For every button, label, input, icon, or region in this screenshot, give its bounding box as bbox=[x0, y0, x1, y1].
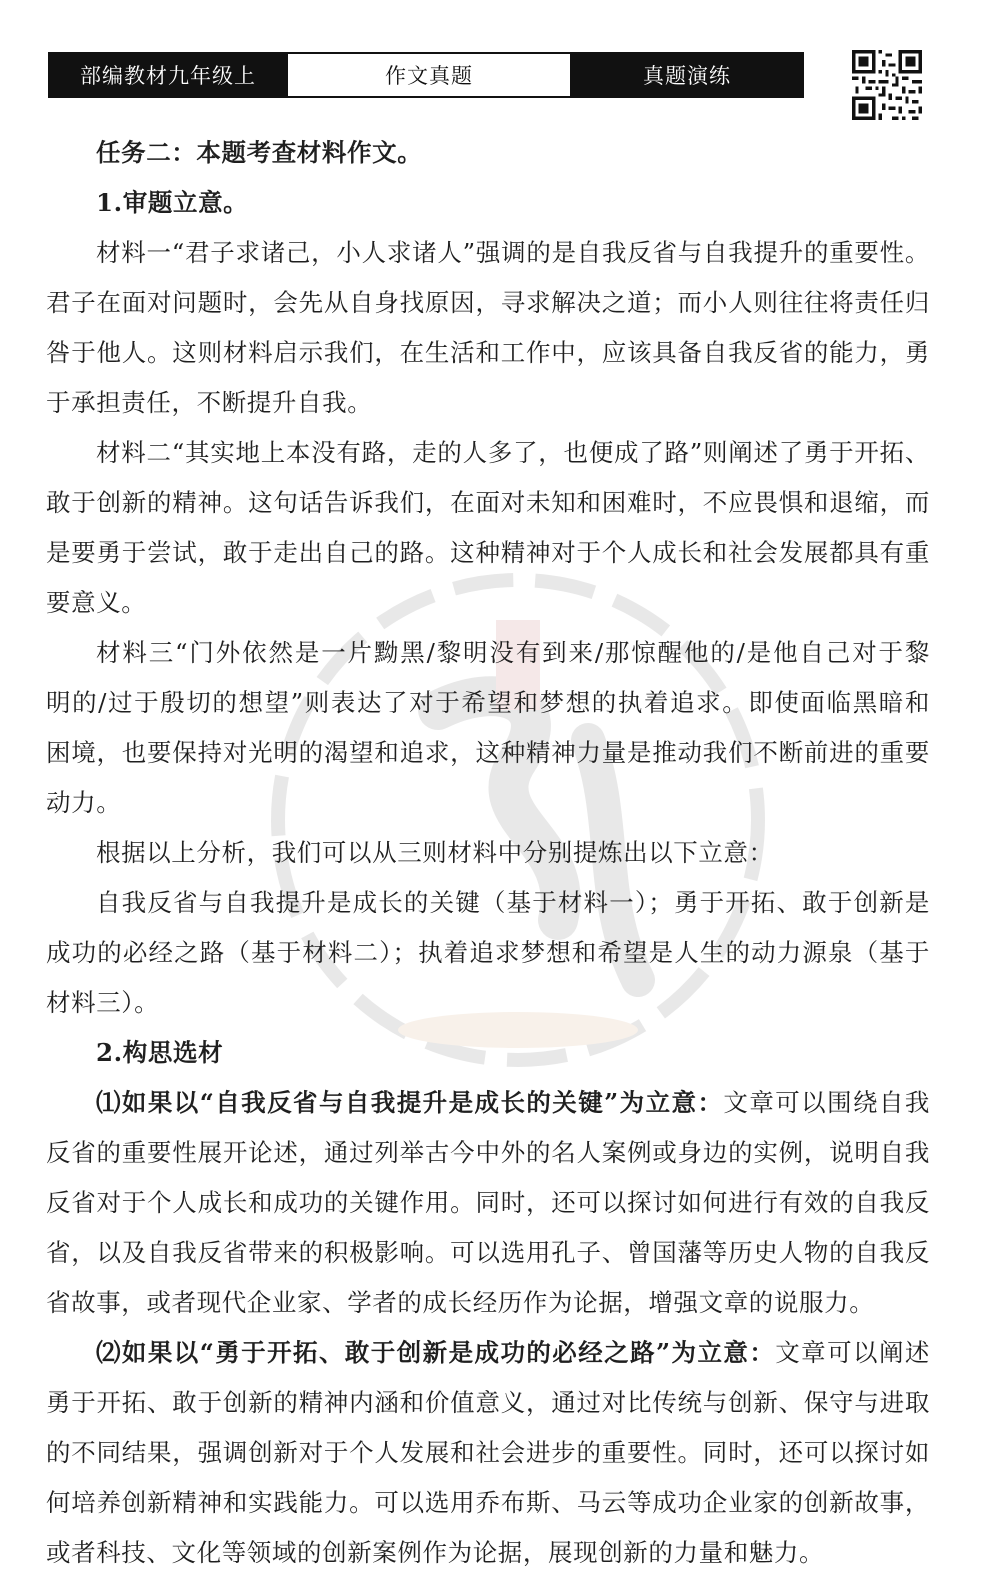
header-practice-label: 真题演练 bbox=[572, 54, 802, 96]
paragraph-line: 君子在面对问题时，会先从自身找原因，寻求解决之道；而小人则往往将责任归 bbox=[46, 288, 930, 317]
paragraph-line: 反省的重要性展开论述，通过列举古今中外的名人案例或身边的实例，说明自我 bbox=[46, 1138, 930, 1167]
header-section-label: 作文真题 bbox=[286, 54, 572, 96]
paragraph-line: 要意义。 bbox=[46, 588, 147, 617]
task-title: 任务二：本题考查材料作文。 bbox=[96, 138, 423, 167]
paragraph-line: 或者科技、文化等领域的创新案例作为论据，展现创新的力量和魅力。 bbox=[46, 1538, 825, 1567]
paragraph-line: 根据以上分析，我们可以从三则材料中分别提炼出以下立意： bbox=[96, 838, 774, 867]
paragraph-line: 动力。 bbox=[46, 788, 122, 817]
header-bar bbox=[48, 52, 804, 98]
paragraph-line: 材料一“君子求诸己，小人求诸人”强调的是自我反省与自我提升的重要性。 bbox=[96, 238, 930, 267]
paragraph-line: 咎于他人。这则材料启示我们，在生活和工作中，应该具备自我反省的能力，勇 bbox=[46, 338, 930, 367]
paragraph-line: 是要勇于尝试，敢于走出自己的路。这种精神对于个人成长和社会发展都具有重 bbox=[46, 538, 930, 567]
paragraph-line: 材料二“其实地上本没有路，走的人多了，也便成了路”则阐述了勇于开拓、 bbox=[96, 438, 930, 467]
paragraph-line: 勇于开拓、敢于创新的精神内涵和价值意义，通过对比传统与创新、保守与进取 bbox=[46, 1388, 930, 1417]
paragraph-line: 材料三“门外依然是一片黝黑/黎明没有到来/那惊醒他的/是他自己对于黎 bbox=[96, 638, 930, 667]
paragraph-line: 于承担责任，不断提升自我。 bbox=[46, 388, 373, 417]
paragraph-line: 成功的必经之路（基于材料二）；执着追求梦想和希望是人生的动力源泉（基于 bbox=[46, 938, 930, 967]
paragraph-line: 自我反省与自我提升是成长的关键（基于材料一）；勇于开拓、敢于创新是 bbox=[96, 888, 930, 917]
paragraph-line: 何培养创新精神和实践能力。可以选用乔布斯、马云等成功企业家的创新故事， bbox=[46, 1488, 930, 1517]
paragraph-line: 省，以及自我反省带来的积极影响。可以选用孔子、曾国藩等历史人物的自我反 bbox=[46, 1238, 930, 1267]
paragraph-line: 敢于创新的精神。这句话告诉我们，在面对未知和困难时，不应畏惧和退缩，而 bbox=[46, 488, 930, 517]
qr-code-icon bbox=[852, 50, 922, 120]
item2-first-line-rest: 文章可以阐述 bbox=[775, 1338, 930, 1367]
item2-thesis: ⑵如果以“勇于开拓、敢于创新是成功的必经之路”为立意： bbox=[96, 1338, 776, 1367]
paragraph-line: 困境，也要保持对光明的渴望和追求，这种精神力量是推动我们不断前进的重要 bbox=[46, 738, 930, 767]
paragraph-line: 省故事，或者现代企业家、学者的成长经历作为论据，增强文章的说服力。 bbox=[46, 1288, 875, 1317]
paragraph-line: 明的/过于殷切的想望”则表达了对于希望和梦想的执着追求。即使面临黑暗和 bbox=[46, 688, 930, 717]
paragraph-line: 的不同结果，强调创新对于个人发展和社会进步的重要性。同时，还可以探讨如 bbox=[46, 1438, 930, 1467]
list-item-heading bbox=[46, 1078, 930, 1128]
paragraph-line: 反省对于个人成长和成功的关键作用。同时，还可以探讨如何进行有效的自我反 bbox=[46, 1188, 930, 1217]
header-textbook-label: 部编教材九年级上 bbox=[50, 54, 286, 96]
section-title-2: 2.构思选材 bbox=[96, 1038, 224, 1067]
item1-thesis: ⑴如果以“自我反省与自我提升是成长的关键”为立意： bbox=[96, 1088, 724, 1117]
paragraph-line: 材料三）。 bbox=[46, 988, 160, 1017]
section-title-1: 1.审题立意。 bbox=[96, 188, 249, 217]
item1-first-line-rest: 文章可以围绕自我 bbox=[723, 1088, 930, 1117]
list-item-heading bbox=[46, 1328, 930, 1378]
document-body bbox=[46, 128, 930, 1578]
